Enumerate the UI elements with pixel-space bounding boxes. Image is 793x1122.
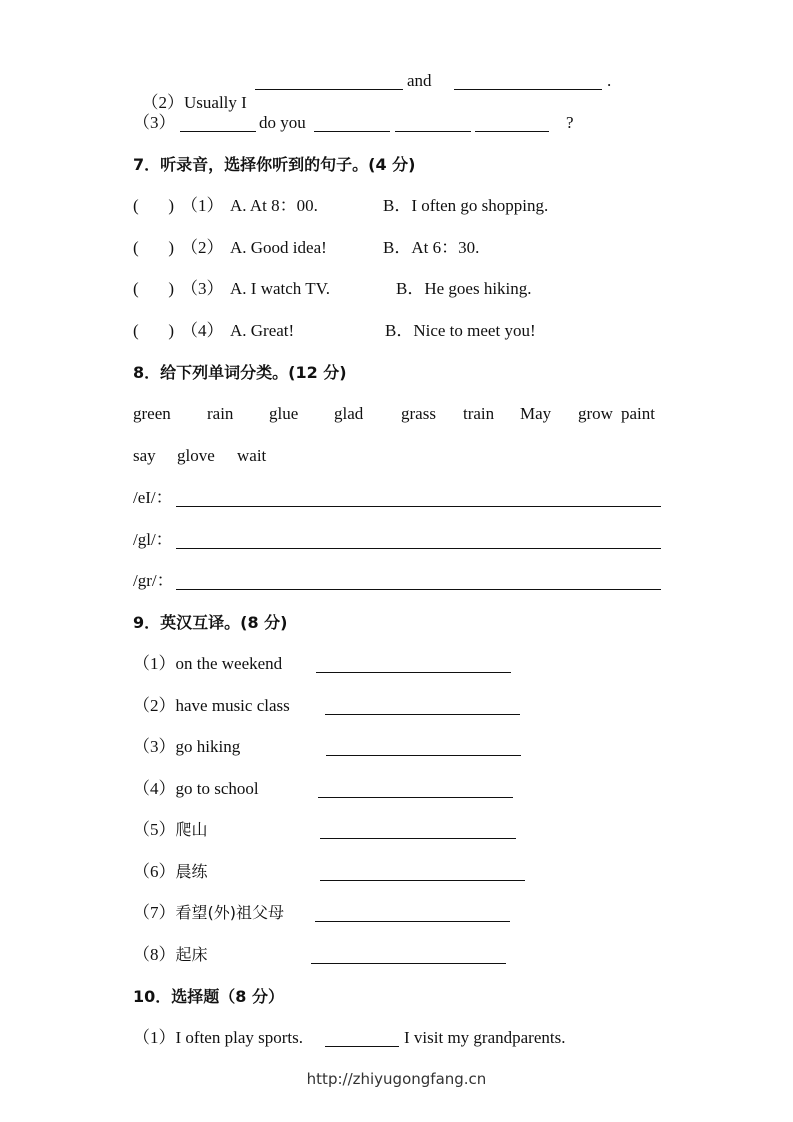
q9-item-text: go to school <box>175 779 259 798</box>
q8-category-gl-blank[interactable] <box>176 548 661 549</box>
q9-item-3-blank[interactable] <box>326 755 521 756</box>
q9-item-num: （7） <box>133 903 176 922</box>
q8-word: green <box>133 404 171 423</box>
q8-word: glue <box>269 404 299 423</box>
q8-word: grow <box>578 404 613 423</box>
q9-item-num: （4） <box>133 779 176 798</box>
q6-item-3-part-1: do you <box>259 113 306 132</box>
q6-item-2-blank-2[interactable] <box>454 89 602 90</box>
q6-item-2-num: （2） <box>141 93 184 112</box>
q7-item-3-paren[interactable]: ( ) <box>133 279 175 298</box>
q9-item-8 <box>133 944 208 966</box>
q10-item-1-after: I visit my grandparents. <box>404 1028 566 1047</box>
q7-item-1-paren[interactable]: ( ) <box>133 196 175 215</box>
q8-word: May <box>520 404 552 423</box>
q7-item-2-option-b: B．At 6：30. <box>383 238 480 257</box>
q8-category-ei: /eI/： <box>133 488 173 507</box>
q8-title: 8．给下列单词分类。(12 分) <box>133 363 347 382</box>
q8-word: grass <box>401 404 436 423</box>
q9-item-4-blank[interactable] <box>318 797 513 798</box>
q7-item-1-option-a: A. At 8：00. <box>230 196 318 215</box>
q8-category-ei-blank[interactable] <box>176 506 661 507</box>
q7-item-2-option-a: A. Good idea! <box>230 238 327 257</box>
q8-word: rain <box>207 404 234 423</box>
q7-item-3-option-a: A. I watch TV. <box>230 279 330 298</box>
q8-word: glove <box>177 446 215 465</box>
q9-item-num: （8） <box>133 945 176 964</box>
q9-item-3 <box>133 736 240 758</box>
q6-item-2-part-1: Usually I <box>184 93 247 112</box>
q9-item-1 <box>133 653 282 675</box>
q8-word: say <box>133 446 156 465</box>
q8-word: glad <box>334 404 364 423</box>
q6-item-2-part-3: . <box>607 71 612 90</box>
q9-item-5-blank[interactable] <box>320 838 516 839</box>
q8-category-gr: /gr/： <box>133 571 174 590</box>
q9-item-5 <box>133 819 208 841</box>
q9-item-6 <box>133 861 208 883</box>
q9-item-text: 起床 <box>175 945 208 964</box>
q6-item-3-num: （3） <box>133 113 176 132</box>
q6-item-2 <box>133 70 247 114</box>
q9-item-text: have music class <box>175 696 290 715</box>
q9-item-2 <box>133 695 290 717</box>
q7-item-4-option-a: A. Great! <box>230 321 295 340</box>
q6-item-3-blank-1[interactable] <box>180 131 256 132</box>
q8-word: paint <box>621 404 655 423</box>
q7-item-3-option-b: B．He goes hiking. <box>396 279 532 298</box>
q7-item-1-option-b: B．I often go shopping. <box>383 196 549 215</box>
q8-word: train <box>463 404 495 423</box>
q6-item-2-blank-1[interactable] <box>255 89 403 90</box>
q7-item-2-num: （2） <box>181 238 224 257</box>
q9-item-num: （6） <box>133 862 176 881</box>
q7-item-1-num: （1） <box>181 196 224 215</box>
q9-title: 9．英汉互译。(8 分) <box>133 613 288 632</box>
q10-item-1-before: I often play sports. <box>175 1028 303 1047</box>
q9-item-7-blank[interactable] <box>315 921 510 922</box>
q7-item-3-num: （3） <box>181 279 224 298</box>
q9-item-num: （1） <box>133 654 176 673</box>
q7-item-4-num: （4） <box>181 321 224 340</box>
q8-word: wait <box>237 446 267 465</box>
q9-item-text: go hiking <box>175 737 241 756</box>
q9-item-2-blank[interactable] <box>325 714 520 715</box>
q7-item-2-paren[interactable]: ( ) <box>133 238 175 257</box>
q9-item-4 <box>133 778 259 800</box>
q8-category-gr-blank[interactable] <box>176 589 661 590</box>
q10-item-1 <box>133 1027 303 1049</box>
q6-item-3-part-2: ? <box>566 113 574 132</box>
q9-item-num: （5） <box>133 820 176 839</box>
q6-item-3-blank-3[interactable] <box>395 131 471 132</box>
q6-item-2-part-2: and <box>407 71 432 90</box>
q7-item-4-paren[interactable]: ( ) <box>133 321 175 340</box>
q9-item-1-blank[interactable] <box>316 672 511 673</box>
q9-item-text: 看望(外)祖父母 <box>175 903 284 922</box>
q9-item-6-blank[interactable] <box>320 880 525 881</box>
q9-item-8-blank[interactable] <box>311 963 506 964</box>
q8-category-gl: /gl/： <box>133 530 173 549</box>
q10-item-1-blank[interactable] <box>325 1046 399 1047</box>
q9-item-text: on the weekend <box>175 654 283 673</box>
q9-item-text: 爬山 <box>175 820 208 839</box>
q10-title: 10．选择题（8 分） <box>133 987 284 1006</box>
q10-item-1-num: （1） <box>133 1028 176 1047</box>
q6-item-3-blank-4[interactable] <box>475 131 549 132</box>
q9-item-7 <box>133 902 284 924</box>
q7-title: 7．听录音，选择你听到的句子。(4 分) <box>133 155 416 174</box>
q9-item-text: 晨练 <box>175 862 208 881</box>
q6-item-3-blank-2[interactable] <box>314 131 390 132</box>
footer-url[interactable]: http://zhiyugongfang.cn <box>306 1070 487 1088</box>
q7-item-4-option-b: B．Nice to meet you! <box>385 321 536 340</box>
q9-item-num: （3） <box>133 737 176 756</box>
q9-item-num: （2） <box>133 696 176 715</box>
